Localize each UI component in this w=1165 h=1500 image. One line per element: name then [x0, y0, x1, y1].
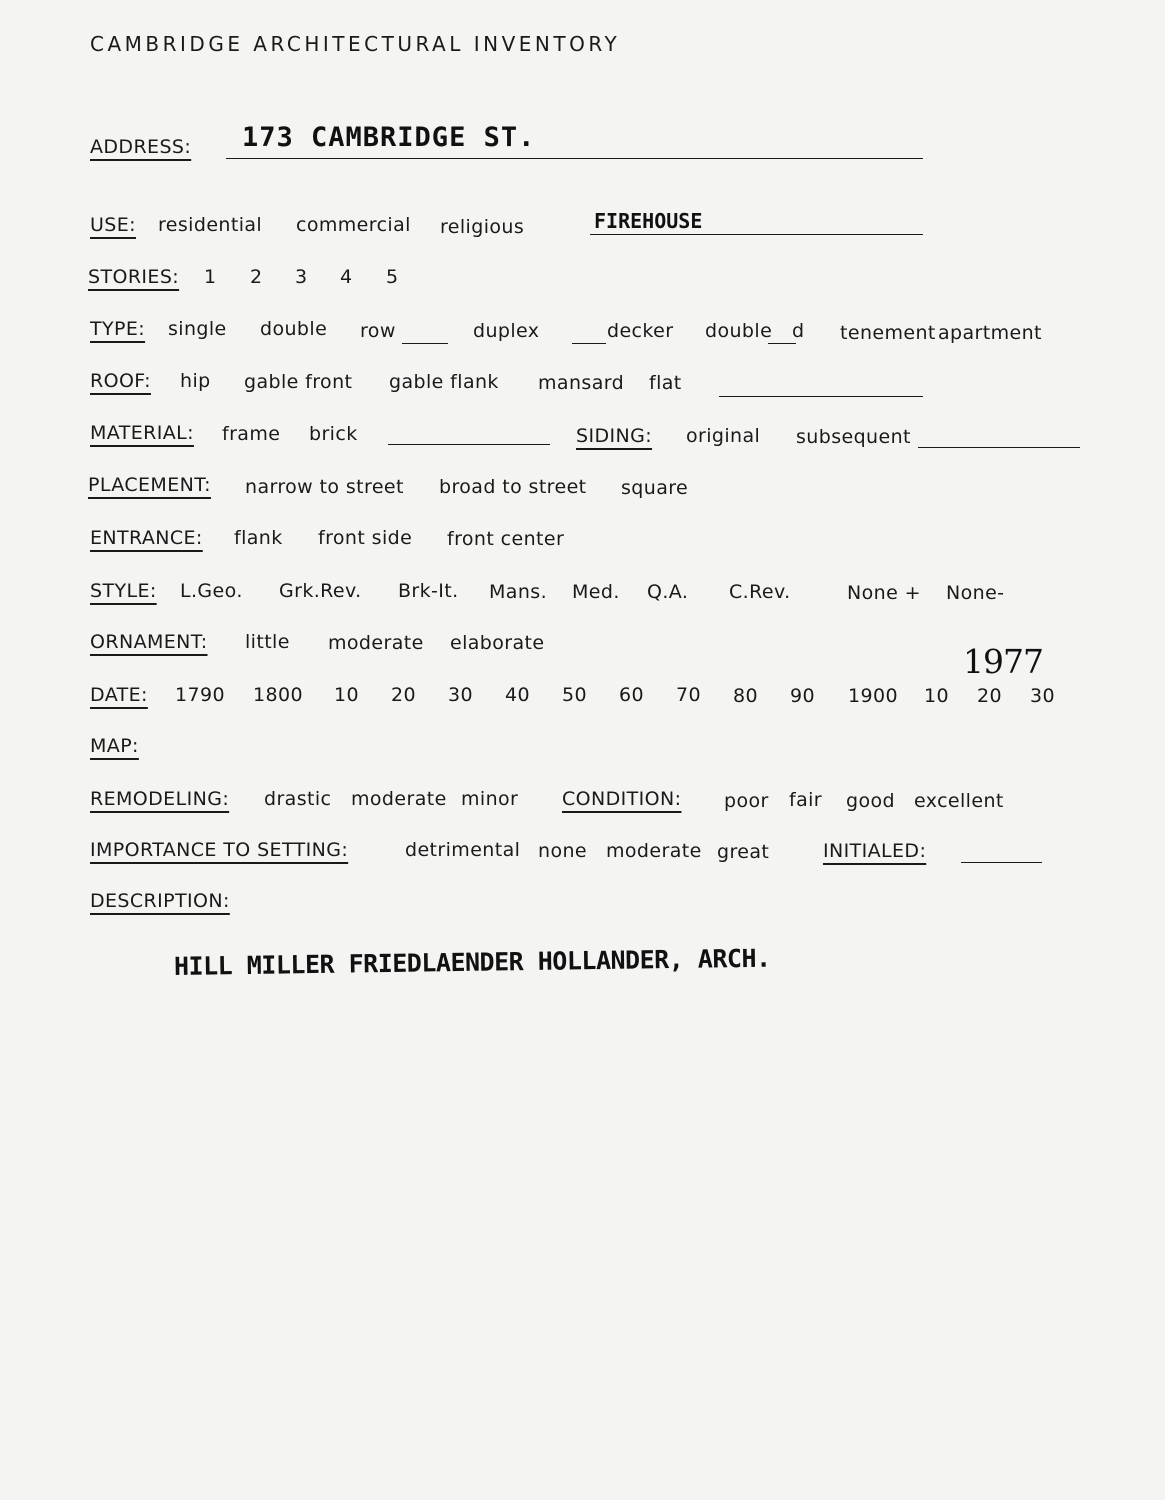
remodeling-option-moderate[interactable]: moderate [351, 788, 447, 810]
date-option-1840[interactable]: 40 [505, 684, 530, 706]
roof-option-hip[interactable]: hip [180, 370, 211, 392]
date-option-1810[interactable]: 10 [334, 684, 359, 706]
placement-option-narrow[interactable]: narrow to street [245, 476, 404, 498]
condition-option-poor[interactable]: poor [724, 790, 769, 812]
initialed-label: INITIALED: [823, 840, 927, 862]
entrance-option-front-side[interactable]: front side [318, 527, 413, 549]
description-value[interactable]: HILL MILLER FRIEDLAENDER HOLLANDER, ARCH. [173, 943, 771, 981]
remodeling-option-drastic[interactable]: drastic [264, 788, 332, 810]
use-other-line [590, 234, 923, 235]
type-label: TYPE: [90, 318, 146, 340]
condition-option-fair[interactable]: fair [789, 789, 823, 811]
roof-other-line [719, 396, 923, 397]
siding-option-subsequent[interactable]: subsequent [796, 426, 911, 448]
roof-label: ROOF: [90, 370, 151, 392]
use-option-residential[interactable]: residential [158, 214, 263, 236]
type-option-single[interactable]: single [168, 318, 227, 340]
use-option-commercial[interactable]: commercial [296, 214, 411, 236]
initialed-line [961, 862, 1042, 863]
date-option-1820[interactable]: 20 [391, 684, 416, 706]
material-option-brick[interactable]: brick [309, 423, 358, 445]
style-option-none-minus[interactable]: None- [946, 582, 1005, 604]
entrance-option-flank[interactable]: flank [234, 527, 283, 549]
address-line [226, 158, 923, 159]
date-option-1930[interactable]: 30 [1030, 685, 1055, 707]
placement-option-broad[interactable]: broad to street [439, 476, 587, 498]
remodeling-option-minor[interactable]: minor [461, 788, 519, 810]
siding-other-line [918, 447, 1080, 448]
type-option-row[interactable]: row [360, 320, 396, 342]
type-option-decker[interactable]: decker [607, 320, 674, 342]
material-other-line [388, 444, 550, 445]
importance-label: IMPORTANCE TO SETTING: [90, 839, 349, 861]
form-heading: CAMBRIDGE ARCHITECTURAL INVENTORY [90, 32, 621, 56]
roof-option-flat[interactable]: flat [649, 372, 682, 394]
style-option-lgeo[interactable]: L.Geo. [180, 580, 243, 602]
use-label: USE: [90, 214, 136, 236]
stories-option-1[interactable]: 1 [204, 266, 217, 288]
date-option-1880[interactable]: 80 [733, 685, 758, 707]
stories-label: STORIES: [88, 266, 180, 288]
stories-option-4[interactable]: 4 [340, 266, 353, 288]
date-option-1900[interactable]: 1900 [848, 685, 898, 707]
stories-option-5[interactable]: 5 [386, 266, 399, 288]
date-option-1890[interactable]: 90 [790, 685, 815, 707]
type-option-double[interactable]: double [260, 318, 328, 340]
style-option-qa[interactable]: Q.A. [647, 581, 689, 603]
remodeling-label: REMODELING: [90, 788, 230, 810]
importance-option-great[interactable]: great [717, 841, 770, 863]
roof-option-gable-flank[interactable]: gable flank [389, 371, 499, 393]
date-handwritten-value[interactable]: 1977 [963, 642, 1043, 681]
address-value[interactable]: 173 CAMBRIDGE ST. [242, 122, 536, 153]
style-option-brkit[interactable]: Brk-It. [398, 580, 459, 602]
date-option-1800[interactable]: 1800 [253, 684, 303, 706]
type-option-double-decker[interactable]: double [705, 320, 773, 342]
double-d-blank-line [768, 343, 796, 344]
condition-label: CONDITION: [562, 788, 682, 810]
style-label: STYLE: [90, 580, 157, 602]
condition-option-excellent[interactable]: excellent [914, 790, 1004, 812]
date-option-1790[interactable]: 1790 [175, 684, 225, 706]
type-option-apartment[interactable]: apartment [938, 322, 1042, 344]
ornament-option-elaborate[interactable]: elaborate [450, 632, 545, 654]
material-option-frame[interactable]: frame [222, 423, 281, 445]
ornament-option-moderate[interactable]: moderate [328, 632, 424, 654]
type-option-d[interactable]: d [792, 320, 805, 342]
ornament-label: ORNAMENT: [90, 631, 208, 653]
date-option-1870[interactable]: 70 [676, 684, 701, 706]
date-option-1850[interactable]: 50 [562, 684, 587, 706]
description-label: DESCRIPTION: [90, 890, 230, 912]
entrance-label: ENTRANCE: [90, 527, 203, 549]
decker-blank-line [572, 343, 606, 344]
material-label: MATERIAL: [90, 422, 194, 444]
date-label: DATE: [90, 684, 148, 706]
style-option-none-plus[interactable]: None + [847, 582, 921, 604]
placement-label: PLACEMENT: [88, 474, 211, 496]
date-option-1910[interactable]: 10 [924, 685, 949, 707]
condition-option-good[interactable]: good [846, 790, 895, 812]
importance-option-moderate[interactable]: moderate [606, 840, 702, 862]
stories-option-2[interactable]: 2 [250, 266, 263, 288]
date-option-1830[interactable]: 30 [448, 684, 473, 706]
row-blank-line [402, 343, 448, 344]
address-label: ADDRESS: [90, 136, 192, 158]
placement-option-square[interactable]: square [621, 477, 689, 499]
entrance-option-front-center[interactable]: front center [447, 528, 565, 550]
style-option-med[interactable]: Med. [572, 581, 620, 603]
siding-label: SIDING: [576, 425, 653, 447]
use-option-religious[interactable]: religious [440, 216, 525, 238]
type-option-duplex[interactable]: duplex [473, 320, 540, 342]
importance-option-detrimental[interactable]: detrimental [405, 839, 521, 861]
siding-option-original[interactable]: original [686, 425, 761, 447]
map-label: MAP: [90, 735, 139, 757]
stories-option-3[interactable]: 3 [295, 266, 308, 288]
roof-option-mansard[interactable]: mansard [538, 372, 625, 394]
style-option-crev[interactable]: C.Rev. [729, 581, 791, 603]
style-option-grkrev[interactable]: Grk.Rev. [279, 580, 362, 602]
style-option-mans[interactable]: Mans. [489, 581, 548, 603]
type-option-tenement[interactable]: tenement [840, 322, 936, 344]
importance-option-none[interactable]: none [538, 840, 587, 862]
ornament-option-little[interactable]: little [245, 631, 290, 653]
use-other-value[interactable]: FIREHOUSE [594, 209, 703, 233]
date-option-1860[interactable]: 60 [619, 684, 644, 706]
date-option-1920[interactable]: 20 [977, 685, 1002, 707]
roof-option-gable-front[interactable]: gable front [244, 371, 353, 393]
